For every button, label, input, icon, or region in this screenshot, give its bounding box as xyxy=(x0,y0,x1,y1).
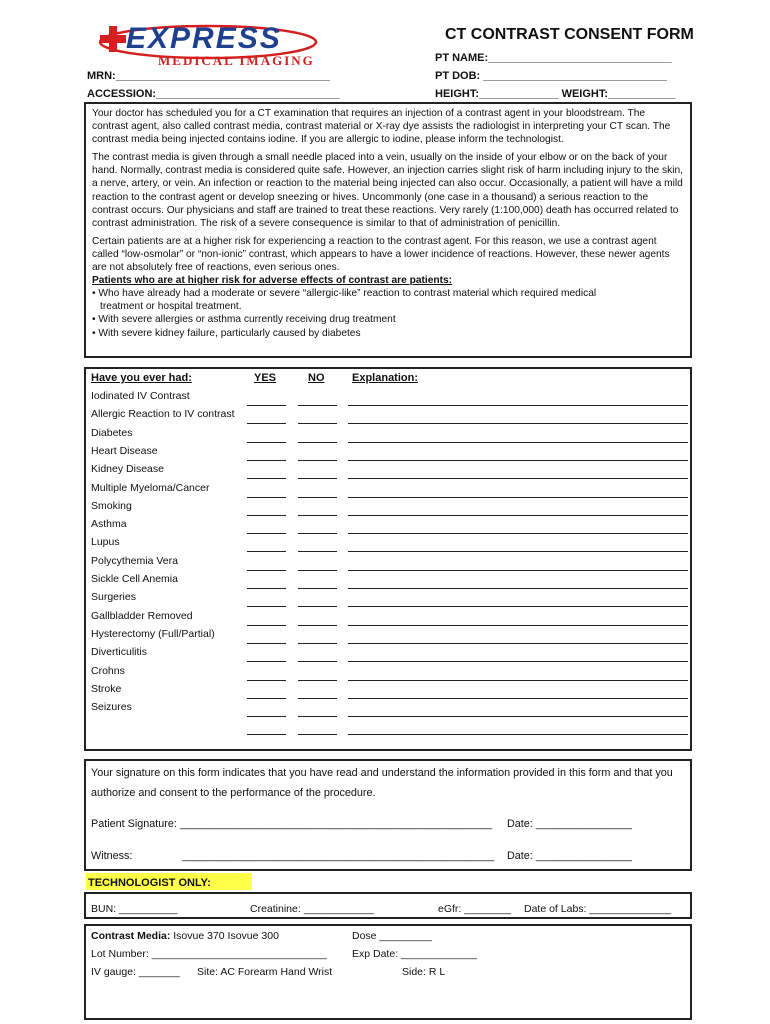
history-item-label: Polycythemia Vera xyxy=(91,554,178,567)
contrast-media-options[interactable]: Isovue 370 Isovue 300 xyxy=(173,930,279,942)
explanation-blank[interactable] xyxy=(348,442,688,443)
no-blank[interactable] xyxy=(298,606,337,607)
explanation-blank[interactable] xyxy=(348,423,688,424)
consent-text-2: authorize and consent to the performance of the procedure. xyxy=(91,787,376,799)
history-item-label: Multiple Myeloma/Cancer xyxy=(91,481,210,494)
pt-name-field[interactable]: PT NAME:______________________________ xyxy=(435,52,672,64)
no-blank[interactable] xyxy=(298,625,337,626)
site-options[interactable]: Site: AC Forearm Hand Wrist xyxy=(197,966,333,978)
explanation-blank[interactable] xyxy=(348,515,688,516)
history-item-label: Diverticulitis xyxy=(91,646,148,659)
explanation-blank[interactable] xyxy=(348,606,688,607)
yes-blank[interactable] xyxy=(247,680,286,681)
page-title: CT CONTRAST CONSENT FORM xyxy=(445,26,694,43)
patient-signature-field[interactable]: Patient Signature: ____________________________________________________ xyxy=(91,818,493,830)
yes-blank[interactable] xyxy=(247,442,286,443)
explanation-blank[interactable] xyxy=(348,551,688,552)
history-item-label: Asthma xyxy=(91,518,127,531)
explanation-blank[interactable] xyxy=(348,497,688,498)
egfr-field[interactable]: eGfr: ________ xyxy=(438,903,511,915)
yes-blank[interactable] xyxy=(247,698,286,699)
column-header-no: NO xyxy=(308,372,325,384)
explanation-blank[interactable] xyxy=(348,680,688,681)
no-blank[interactable] xyxy=(298,405,337,406)
column-header-yes: YES xyxy=(254,372,277,384)
no-blank[interactable] xyxy=(298,497,337,498)
explanation-blank[interactable] xyxy=(348,570,688,571)
no-blank[interactable] xyxy=(298,698,337,699)
explanation-blank[interactable] xyxy=(348,478,688,479)
explanation-blank[interactable] xyxy=(348,533,688,534)
no-blank[interactable] xyxy=(298,734,337,735)
history-item-label: Lupus xyxy=(91,536,120,549)
lot-number-field[interactable]: Lot Number: ______________________________ xyxy=(91,948,327,960)
explanation-blank[interactable] xyxy=(348,405,688,406)
date-of-labs-field[interactable]: Date of Labs: ______________ xyxy=(524,903,672,915)
history-item-label: Kidney Disease xyxy=(91,463,164,476)
yes-blank[interactable] xyxy=(247,551,286,552)
explanation-blank[interactable] xyxy=(348,716,688,717)
no-blank[interactable] xyxy=(298,533,337,534)
explanation-blank[interactable] xyxy=(348,460,688,461)
yes-blank[interactable] xyxy=(247,460,286,461)
pt-dob-field[interactable]: PT DOB: ______________________________ xyxy=(435,70,667,82)
history-item-label: Hysterectomy (Full/Partial) xyxy=(91,627,215,640)
history-item-label: Allergic Reaction to IV contrast xyxy=(91,408,235,421)
info-box xyxy=(84,102,692,358)
mrn-field[interactable]: MRN:___________________________________ xyxy=(87,70,330,82)
no-blank[interactable] xyxy=(298,460,337,461)
no-blank[interactable] xyxy=(298,551,337,552)
logo-wordmark: EXPRESS xyxy=(126,22,282,55)
contrast-media-label: Contrast Media: xyxy=(91,930,171,942)
explanation-blank[interactable] xyxy=(348,661,688,662)
yes-blank[interactable] xyxy=(247,625,286,626)
explanation-blank[interactable] xyxy=(348,625,688,626)
yes-blank[interactable] xyxy=(247,606,286,607)
history-item-label: Surgeries xyxy=(91,591,136,604)
yes-blank[interactable] xyxy=(247,716,286,717)
patient-signature-date[interactable]: Date: ________________ xyxy=(507,818,632,830)
accession-field[interactable]: ACCESSION:______________________________ xyxy=(87,88,340,100)
no-blank[interactable] xyxy=(298,442,337,443)
yes-blank[interactable] xyxy=(247,588,286,589)
yes-blank[interactable] xyxy=(247,570,286,571)
yes-blank[interactable] xyxy=(247,478,286,479)
no-blank[interactable] xyxy=(298,478,337,479)
column-header-have: Have you ever had: xyxy=(91,372,192,384)
history-item-label: Smoking xyxy=(91,499,132,512)
risk-heading: Patients who are at higher risk for adverse effects of contrast are patients: xyxy=(92,275,453,287)
technologist-only-label xyxy=(86,873,252,890)
info-paragraph-1: Your doctor has scheduled you for a CT examination that requires an injection of a contrast agent in your bloodstream. The contrast agent, also called contrast media, contrast material or X-ray dye assists the radiologist in interpreting your CT scan. The contrast media being injected contains iodine. If you are allergic to iodine, please inform the technologist. xyxy=(92,108,671,146)
risk-bullet-1-cont: treatment or hospital treatment. xyxy=(100,301,242,313)
yes-blank[interactable] xyxy=(247,497,286,498)
dose-field[interactable]: Dose _________ xyxy=(352,930,432,942)
explanation-blank[interactable] xyxy=(348,698,688,699)
yes-blank[interactable] xyxy=(247,643,286,644)
no-blank[interactable] xyxy=(298,661,337,662)
info-paragraph-3: Certain patients are at a higher risk for experiencing a reaction to the contrast agent. For this reason, we use a contrast agent called “low-osmolar” or “non-ionic” contrast, which appears to have a lower incidence of reactions. However, these newer agents are not absolutely free of reactions, even serious ones. xyxy=(92,235,670,274)
history-item-label: Diabetes xyxy=(91,426,133,439)
yes-blank[interactable] xyxy=(247,661,286,662)
yes-blank[interactable] xyxy=(247,734,286,735)
no-blank[interactable] xyxy=(298,680,337,681)
history-item-label: Iodinated IV Contrast xyxy=(91,390,190,402)
no-blank[interactable] xyxy=(298,716,337,717)
witness-date[interactable]: Date: ________________ xyxy=(507,850,632,862)
explanation-blank[interactable] xyxy=(348,734,688,735)
yes-blank[interactable] xyxy=(247,515,286,516)
yes-blank[interactable] xyxy=(247,405,286,406)
column-header-explanation: Explanation: xyxy=(352,372,419,384)
no-blank[interactable] xyxy=(298,515,337,516)
witness-signature-field[interactable]: ____________________________________________________ xyxy=(182,850,495,862)
history-item-label: Gallbladder Removed xyxy=(91,609,193,622)
witness-label: Witness: xyxy=(91,850,133,862)
risk-bullet-2: • With severe allergies or asthma currently receiving drug treatment xyxy=(92,314,396,326)
consent-text-1: Your signature on this form indicates that you have read and understand the information provided in this form and that you xyxy=(91,767,673,779)
history-item-label: Stroke xyxy=(91,682,122,695)
contrast-media-row xyxy=(91,930,279,942)
no-blank[interactable] xyxy=(298,588,337,589)
side-options[interactable]: Side: R L xyxy=(402,966,446,978)
logo-subtitle: MEDICAL IMAGING xyxy=(158,53,315,68)
explanation-blank[interactable] xyxy=(348,588,688,589)
creatinine-field[interactable]: Creatinine: ____________ xyxy=(250,903,374,915)
history-item-label: Seizures xyxy=(91,701,132,714)
history-item-label: Heart Disease xyxy=(91,444,158,457)
info-paragraph-2: The contrast media is given through a small needle placed into a vein, usually on the inside of your elbow or on the back of your hand. Normally, contrast media is considered quite safe. However, an injection carries slight risk of harm including injury to the skin, a nerve, artery, or vein. An infection or reaction to the material being injected can also occur. Occasionally, a patient will have a mild reaction to the contrast agent or develop sneezing or hives. Uncommonly (one case in a thousand) a serious reaction to the contrast occurs. Our physicians and staff are trained to treat these reactions. Very rarely (1:100,000) death has occurred related to contrast administration. The risk of a severe consequence is similar to that of administration of penicillin. xyxy=(92,152,683,229)
risk-bullet-1: • Who have already had a moderate or severe “allergic-like” reaction to contrast material which required medical xyxy=(92,288,597,300)
no-blank[interactable] xyxy=(298,570,337,571)
exp-date-field[interactable]: Exp Date: _____________ xyxy=(352,948,477,960)
history-item-label: Crohns xyxy=(91,664,125,677)
iv-gauge-field[interactable]: IV gauge: _______ xyxy=(91,966,180,978)
bun-field[interactable]: BUN: __________ xyxy=(91,903,178,915)
explanation-blank[interactable] xyxy=(348,643,688,644)
no-blank[interactable] xyxy=(298,643,337,644)
express-logo xyxy=(96,22,326,66)
risk-bullet-3: • With severe kidney failure, particularly caused by diabetes xyxy=(92,327,361,339)
no-blank[interactable] xyxy=(298,423,337,424)
height-weight-field[interactable]: HEIGHT:_____________ WEIGHT:___________ xyxy=(435,88,676,100)
history-item-label: Sickle Cell Anemia xyxy=(91,573,178,585)
yes-blank[interactable] xyxy=(247,423,286,424)
yes-blank[interactable] xyxy=(247,533,286,534)
technologist-only-text: TECHNOLOGIST ONLY: xyxy=(88,877,211,889)
